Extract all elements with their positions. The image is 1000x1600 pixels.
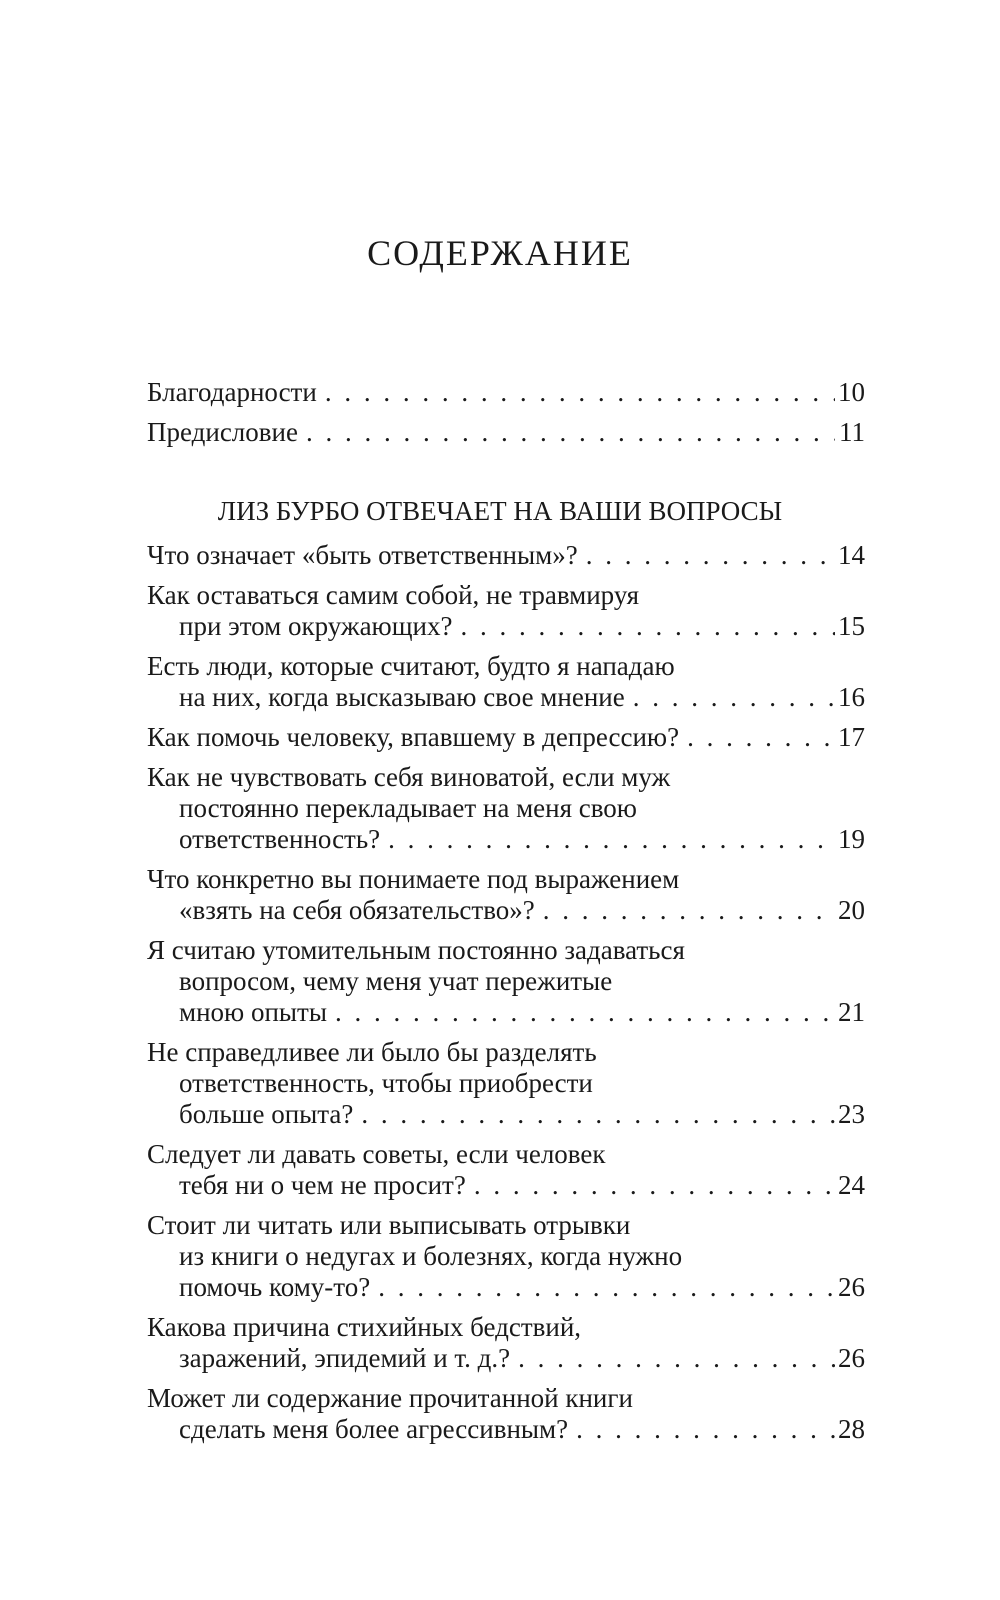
page-number: 21: [838, 997, 865, 1027]
toc-entry-text: заражений, эпидемий и т. д.?: [179, 1343, 511, 1373]
toc-entry-text: Благодарности: [147, 377, 317, 407]
page-number: 20: [838, 895, 865, 925]
toc-entry-line: ответственность, чтобы приобрести: [179, 1068, 593, 1098]
page-number: 26: [838, 1272, 865, 1302]
dot-leader: [510, 1343, 835, 1374]
page-number: 28: [838, 1414, 865, 1444]
toc-entry-list: [147, 540, 865, 1454]
toc-entry-line: [147, 722, 865, 753]
toc-entry-line: Я считаю утомительным постоянно задаваться: [147, 935, 685, 965]
page-number: 11: [839, 417, 865, 447]
page-number: 17: [838, 722, 865, 752]
toc-entry: [147, 377, 865, 408]
toc-entry: [147, 722, 865, 753]
toc-entry: [147, 580, 865, 642]
toc-entry-text: при этом окружающих?: [179, 611, 453, 641]
toc-entry-line: Как не чувствовать себя виноватой, если муж: [147, 762, 671, 792]
toc-entry-line: [147, 1414, 865, 1445]
dot-leader: [679, 722, 835, 753]
toc-entry-text: сделать меня более агрессивным?: [179, 1414, 569, 1444]
toc-entry-line: Может ли содержание прочитанной книги: [147, 1383, 633, 1413]
toc-entry-line: [147, 540, 865, 571]
toc-entry: [147, 417, 865, 448]
dot-leader: [370, 1272, 835, 1303]
toc-entry-text: «взять на себя обязательство»?: [179, 895, 535, 925]
toc-entry-line: [147, 417, 865, 448]
dot-leader: [298, 417, 835, 448]
toc-entry: [147, 1139, 865, 1201]
toc-entry-line: [147, 1099, 865, 1130]
toc-entry-line: [147, 377, 865, 408]
dot-leader: [578, 540, 835, 571]
toc-entry-text: Как помочь человеку, впавшему в депрессию?: [147, 722, 680, 752]
toc-entry-line: Не справедливее ли было бы разделять: [147, 1037, 597, 1067]
toc-entry-line: [147, 1272, 865, 1303]
toc-entry-line: вопросом, чему меня учат пережитые: [179, 966, 613, 996]
section-heading: ЛИЗ БУРБО ОТВЕЧАЕТ НА ВАШИ ВОПРОСЫ: [217, 496, 783, 526]
toc-entry-line: Есть люди, которые считают, будто я нападаю: [147, 651, 675, 681]
toc-entry-line: [147, 895, 865, 926]
toc-entry: [147, 651, 865, 713]
toc-entry-text: мною опыты: [179, 997, 327, 1027]
toc-entry-text: тебя ни о чем не просит?: [179, 1170, 466, 1200]
toc-entry-line: Как оставаться самим собой, не травмируя: [147, 580, 640, 610]
toc-entry-line: [147, 611, 865, 642]
toc-entry-text: Что означает «быть ответственным»?: [147, 540, 578, 570]
toc-entry: [147, 1312, 865, 1374]
toc-entry: [147, 1210, 865, 1303]
toc-entry-line: Стоит ли читать или выписывать отрывки: [147, 1210, 631, 1240]
toc-entry-text: больше опыта?: [179, 1099, 354, 1129]
dot-leader: [327, 997, 835, 1028]
toc-entry: [147, 935, 865, 1028]
toc-entry-line: Что конкретно вы понимаете под выражением: [147, 864, 680, 894]
page-number: 23: [838, 1099, 865, 1129]
toc-entry-text: ответственность?: [179, 824, 381, 854]
dot-leader: [568, 1414, 835, 1445]
dot-leader: [625, 682, 835, 713]
page-number: 10: [838, 377, 865, 407]
page-number: 26: [838, 1343, 865, 1373]
dot-leader: [353, 1099, 835, 1130]
toc-entry: [147, 762, 865, 855]
page-number: 19: [838, 824, 865, 854]
dot-leader: [452, 611, 835, 642]
page-title: СОДЕРЖАНИЕ: [367, 233, 633, 273]
page-number: 16: [838, 682, 865, 712]
toc-entry: [147, 1037, 865, 1130]
toc-entry-line: [147, 1170, 865, 1201]
toc-entry-line: постоянно перекладывает на меня свою: [179, 793, 637, 823]
toc-entry-line: [147, 682, 865, 713]
toc-entry-line: из книги о недугах и болезнях, когда нужно: [179, 1241, 683, 1271]
toc-entry-line: [147, 997, 865, 1028]
toc-entry-text: Предисловие: [147, 417, 298, 447]
page-number: 15: [838, 611, 865, 641]
toc-entry: [147, 864, 865, 926]
dot-leader: [535, 895, 835, 926]
page-number: 14: [838, 540, 865, 570]
toc-entry-line: [147, 1343, 865, 1374]
front-matter-list: [147, 377, 865, 457]
toc-entry-line: Какова причина стихийных бедствий,: [147, 1312, 582, 1342]
toc-entry-line: Следует ли давать советы, если человек: [147, 1139, 606, 1169]
toc-entry-text: помочь кому-то?: [179, 1272, 371, 1302]
dot-leader: [317, 377, 835, 408]
dot-leader: [380, 824, 835, 855]
toc-entry: [147, 1383, 865, 1445]
dot-leader: [466, 1170, 835, 1201]
page-number: 24: [838, 1170, 865, 1200]
toc-entry-line: [147, 824, 865, 855]
toc-entry: [147, 540, 865, 571]
toc-entry-text: на них, когда высказываю свое мнение: [179, 682, 625, 712]
